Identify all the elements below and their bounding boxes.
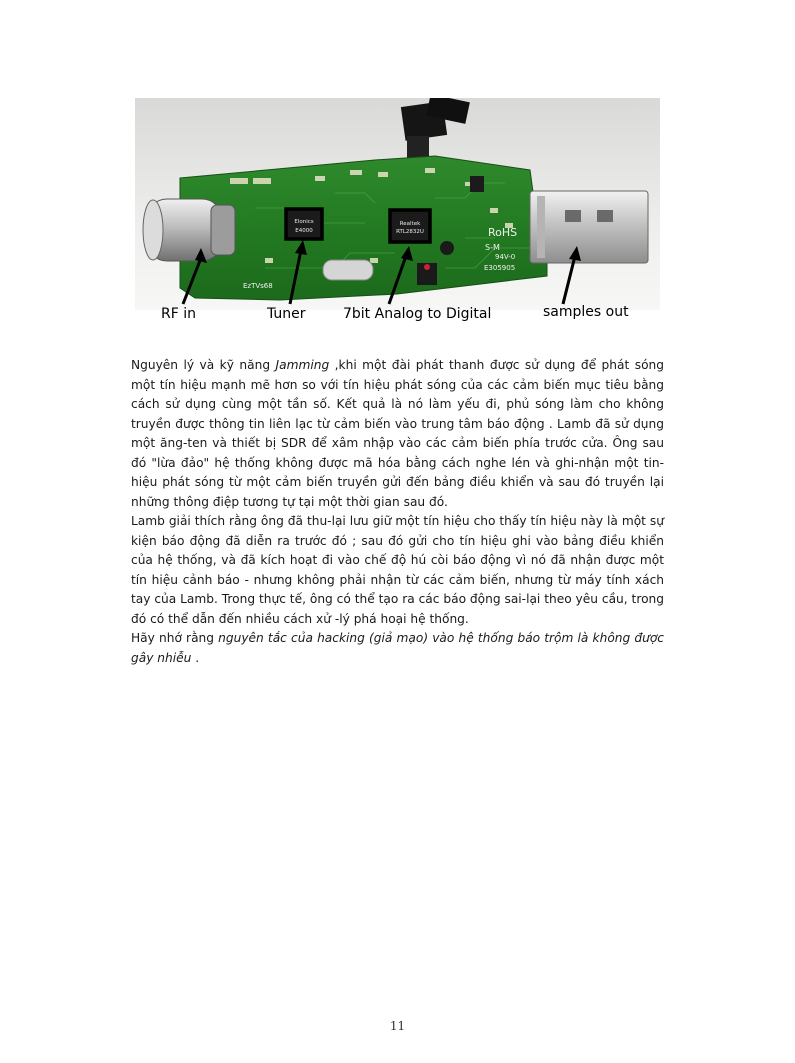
inductor: [440, 241, 454, 255]
paragraph-jamming: [131, 356, 664, 512]
figure-sdr-dongle-photo: [135, 98, 660, 326]
code-mark: E305905: [484, 264, 516, 272]
text-segment: .: [191, 650, 200, 665]
sm-mark: S-M: [485, 243, 500, 252]
tuner-model: E4000: [295, 228, 313, 234]
ezt-mark: EzTVs68: [243, 282, 273, 290]
text-segment: Nguyên lý và kỹ năng: [131, 358, 276, 372]
usb-plug: [530, 191, 648, 263]
text-segment: Hãy nhớ rằng: [131, 631, 219, 645]
text-segment: ,khi một đài phát thanh được sử dụng để phát sóng một tín hiệu mạnh mẽ hơn so với tín hiệu phát sóng của các cảm biến mục tiêu bằng cách sử dụng cùng một tần số. Kết quả là nó làm yếu đi, phủ sóng làm cho không truyền được thông tin liên lạc từ cảm biến vào trung tâm báo động . Lamb đã sử dụng một ăng-ten và thiết bị SDR để xâm nhập vào các cảm biến phía trước cửa. Ông sau đó "lừa đảo" hệ thống không được mã hóa bằng cách nghe lén và ghi-nhận một tin-hiệu phát sóng từ một cảm biến truyền gửi đến bảng điều khiển và sau đó truyền lại những thông điệp tương tự tại một thời gian sau đó.: [131, 358, 664, 509]
rf-connector: [143, 199, 235, 261]
label-adc: 7bit Analog to Digital: [343, 306, 492, 322]
text-segment-italic: Jamming: [275, 358, 330, 372]
red-led: [424, 264, 430, 270]
paragraph-lamb: [131, 512, 664, 629]
label-tuner: Tuner: [267, 306, 306, 322]
paragraph-reminder: [131, 629, 664, 668]
adc-model: RTL2832U: [396, 229, 424, 235]
small-ic-top: [470, 176, 484, 192]
tuner-chip: [286, 209, 322, 239]
v0-mark: 94V-0: [495, 253, 516, 261]
tuner-brand: Elonics: [294, 219, 314, 225]
page-number: 11: [389, 1019, 406, 1033]
label-rf-in: RF in: [161, 306, 196, 322]
adc-chip: [390, 210, 430, 242]
label-samples-out: samples out: [543, 304, 629, 320]
adc-brand: Realtek: [399, 221, 421, 227]
crystal-oscillator: [323, 260, 373, 280]
text-segment: Lamb giải thích rằng ông đã thu-lại lưu giữ một tín hiệu cho thấy tín hiệu này là một sự kiện báo động đã diễn ra trước đó ; sau đó gửi cho tín hiệu ghi vào bảng điều khiển của hệ thống, và đã kích hoạt đi vào chế độ hú còi báo động vì nó đã nhận được một tín hiệu cảnh báo - nhưng không phải nhận từ các cảm biến, nhưng từ máy tính xách tay của Lamb. Trong thực tế, ông có thể tạo ra các báo động sai-lại theo yêu cầu, trong đó có thể dẫn đến nhiều cách xử -lý phá hoại hệ thống.: [131, 514, 664, 626]
dongle-illustration: [135, 98, 660, 326]
rohs-mark: RoHS: [488, 226, 518, 239]
text-segment-italic: nguyên tắc của hacking (giả mạo) vào hệ thống báo trộm là không được gây nhiễu: [131, 631, 665, 665]
body-text: [131, 356, 664, 668]
